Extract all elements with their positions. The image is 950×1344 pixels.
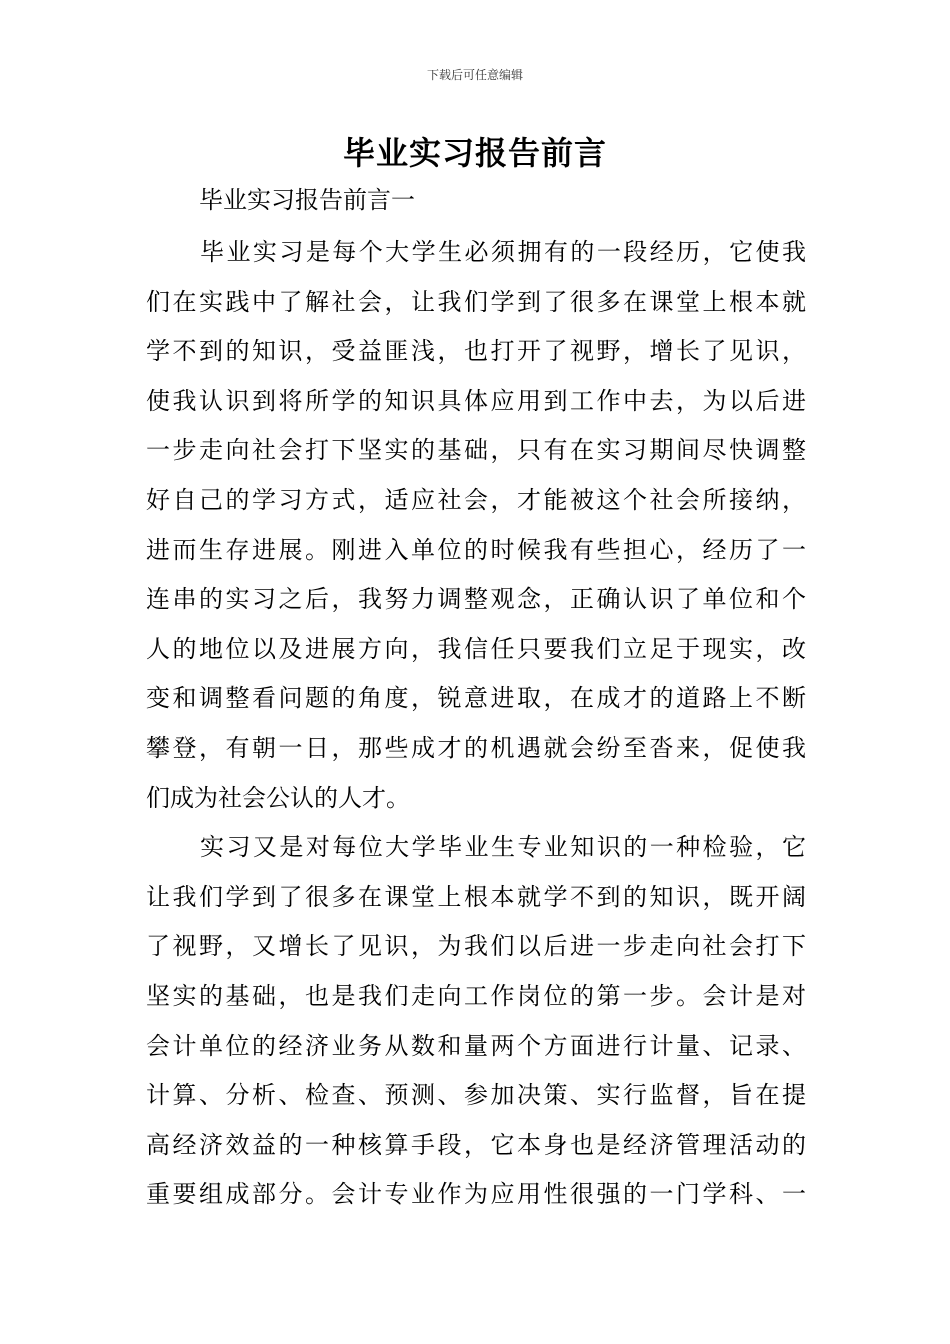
document-title: 毕业实习报告前言 [342, 134, 607, 172]
paragraph-line: 们在实践中了解社会，让我们学到了很多在课堂上根本就 [146, 287, 806, 316]
paragraph-line: 变和调整看问题的角度，锐意进取，在成才的道路上不断 [146, 684, 806, 713]
paragraph-line: 坚实的基础，也是我们走向工作岗位的第一步。会计是对 [146, 981, 806, 1010]
paragraph-line: 们成为社会公认的人才。 [146, 783, 410, 812]
paragraph-line: 人的地位以及进展方向，我信任只要我们立足于现实，改 [146, 634, 806, 663]
paragraph-line: 进而生存进展。刚进入单位的时候我有些担心，经历了一 [146, 535, 806, 564]
paragraph-line: 好自己的学习方式，适应社会，才能被这个社会所接纳， [146, 485, 806, 514]
paragraph-line: 了视野，又增长了见识，为我们以后进一步走向社会打下 [146, 932, 806, 961]
document-body [146, 228, 806, 1220]
paragraph-line: 让我们学到了很多在课堂上根本就学不到的知识，既开阔 [146, 882, 806, 911]
paragraph-line: 连串的实习之后，我努力调整观念，正确认识了单位和个 [146, 585, 806, 614]
header-note: 下载后可任意编辑 [426, 68, 523, 82]
paragraph-1 [146, 228, 806, 823]
paragraph-line: 高经济效益的一种核算手段，它本身也是经济管理活动的 [146, 1130, 806, 1159]
paragraph-line: 会计单位的经济业务从数和量两个方面进行计量、记录、 [146, 1031, 806, 1060]
document-subtitle: 毕业实习报告前言一 [199, 186, 415, 214]
paragraph-line: 重要组成部分。会计专业作为应用性很强的一门学科、一 [146, 1180, 806, 1209]
paragraph-line: 实习又是对每位大学毕业生专业知识的一种检验，它 [200, 833, 806, 862]
paragraph-line: 毕业实习是每个大学生必须拥有的一段经历，它使我 [200, 238, 806, 266]
paragraph-line: 计算、分析、检查、预测、参加决策、实行监督，旨在提 [146, 1081, 806, 1110]
paragraph-line: 攀登，有朝一日，那些成才的机遇就会纷至沓来，促使我 [146, 733, 806, 762]
paragraph-line: 一步走向社会打下坚实的基础，只有在实习期间尽快调整 [146, 436, 806, 465]
paragraph-2 [146, 823, 806, 1220]
paragraph-line: 使我认识到将所学的知识具体应用到工作中去，为以后进 [146, 386, 806, 415]
paragraph-line: 学不到的知识，受益匪浅，也打开了视野，增长了见识， [146, 337, 806, 366]
